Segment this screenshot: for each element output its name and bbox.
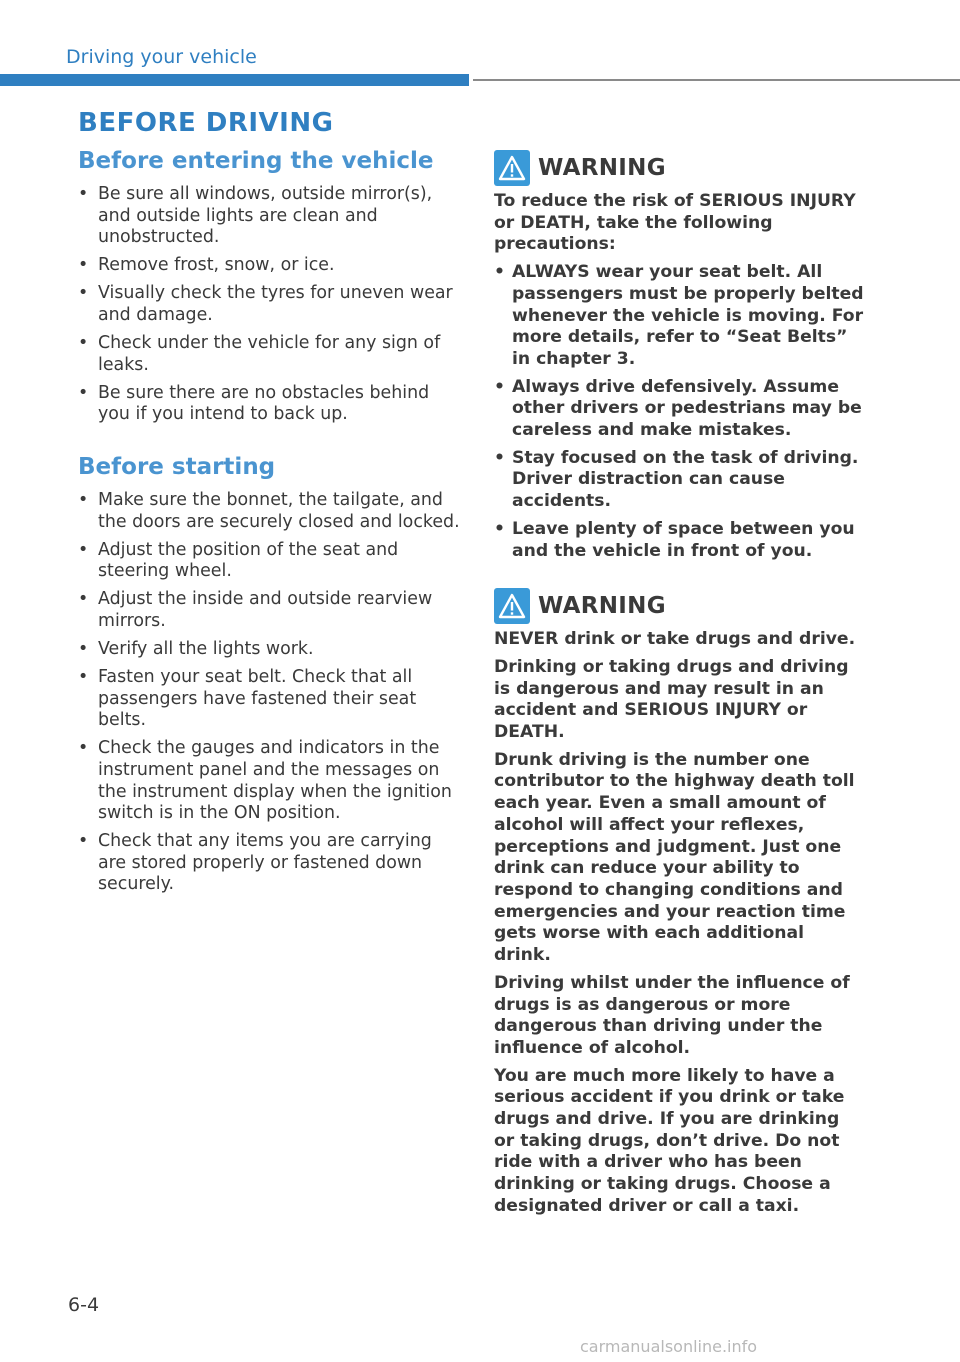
bullet: • — [78, 382, 89, 403]
bullet: • — [78, 589, 89, 610]
list-item-text: Be sure there are no obstacles behind you if you intend to back up. — [98, 382, 430, 425]
list-item — [78, 255, 460, 277]
list-item — [78, 589, 460, 632]
before-starting-list — [78, 490, 460, 896]
warning-paragraph: NEVER drink or take drugs and drive. — [494, 629, 856, 650]
list-item — [494, 377, 864, 442]
warning-header — [494, 588, 864, 624]
warning-list — [494, 262, 864, 562]
warning-paragraph: Driving whilst under the influence of drugs is as dangerous or more dangerous than driving under the influence of alcohol. — [494, 972, 850, 1058]
list-item — [78, 184, 460, 249]
warning-box-1 — [494, 150, 864, 562]
bullet: • — [494, 376, 505, 397]
bullet: • — [494, 447, 505, 468]
left-column — [78, 108, 460, 903]
bullet: • — [78, 639, 89, 659]
bullet: • — [78, 831, 89, 852]
list-item-text: Leave plenty of space between you and the vehicle in front of you. — [512, 518, 855, 561]
list-item-text: Be sure all windows, outside mirror(s), and outside lights are clean and unobstructed. — [98, 184, 433, 248]
list-item-text: Visually check the tyres for uneven wear and damage. — [98, 283, 453, 325]
list-item-text: Remove frost, snow, or ice. — [98, 255, 335, 276]
warning-header — [494, 150, 864, 186]
bullet: • — [78, 184, 89, 204]
warning-triangle-icon — [494, 588, 530, 624]
bullet: • — [494, 518, 505, 539]
subheading-before-starting: Before starting — [78, 453, 276, 480]
bullet: • — [78, 333, 89, 354]
warning-intro: To reduce the risk of SERIOUS INJURY or DEATH, take the following precautions: — [494, 191, 856, 255]
bullet: • — [78, 738, 89, 759]
warning-title: WARNING — [538, 155, 666, 181]
list-item — [494, 519, 864, 562]
subheading-before-entering: Before entering the vehicle — [78, 148, 434, 174]
list-item-text: Verify all the lights work. — [98, 639, 314, 659]
list-item-text: Stay focused on the task of driving. Driver distraction can cause accidents. — [512, 447, 859, 512]
before-entering-list — [78, 184, 460, 426]
section-title: BEFORE DRIVING — [78, 108, 334, 138]
list-item — [78, 831, 460, 896]
list-item-text: Always drive defensively. Assume other drivers or pedestrians may be careless and make mistakes. — [512, 376, 862, 441]
list-item — [78, 283, 460, 326]
list-item — [78, 667, 460, 732]
warning-triangle-icon — [494, 150, 530, 186]
warning-paragraph: Drinking or taking drugs and driving is dangerous and may result in an accident and SERIOUS INJURY or DEATH. — [494, 656, 849, 743]
list-item-text: Make sure the bonnet, the tailgate, and the doors are securely closed and locked. — [98, 489, 460, 532]
list-item — [78, 490, 460, 533]
warning-paragraph: You are much more likely to have a serious accident if you drink or take drugs and drive. If you are drinking or taking drugs, don’t drive. Do not ride with a driver who has been drinking or taking drugs. Choose a designated driver or call a taxi. — [494, 1065, 845, 1216]
list-item — [78, 383, 460, 426]
list-item — [494, 262, 864, 371]
warning-title: WARNING — [538, 593, 666, 620]
list-item — [78, 639, 460, 661]
list-item — [78, 333, 460, 376]
page-number: 6-4 — [68, 1294, 100, 1316]
watermark: carmanualsonline.info — [580, 1337, 758, 1356]
right-column — [494, 150, 864, 1224]
bullet: • — [78, 667, 89, 688]
list-item-text: Adjust the inside and outside rearview mirrors. — [98, 589, 433, 631]
list-item — [78, 540, 460, 583]
list-item — [78, 738, 460, 824]
list-item-text: Adjust the position of the seat and steering wheel. — [98, 539, 399, 582]
header-accent-bar — [0, 74, 469, 86]
bullet: • — [494, 262, 505, 283]
list-item-text: Fasten your seat belt. Check that all passengers have fastened their seat belts. — [98, 667, 417, 731]
bullet: • — [78, 539, 89, 560]
list-item — [494, 448, 864, 513]
bullet: • — [78, 255, 89, 276]
warning-box-2 — [494, 588, 864, 1217]
bullet: • — [78, 489, 89, 510]
header-title: Driving your vehicle — [66, 46, 257, 68]
list-item-text: ALWAYS wear your seat belt. All passengers must be properly belted whenever the vehicle is moving. For more details, refer to “Seat Belts” in chapter 3. — [512, 262, 864, 369]
warning-paragraph: Drunk driving is the number one contributor to the highway death toll each year. Even a small amount of alcohol will affect your reflexes, perceptions and judgment. Just one drink can reduce your ability to respond to changing conditions and emergencies and your reaction time gets worse with each additional drink. — [494, 749, 855, 966]
list-item-text: Check that any items you are carrying are stored properly or fastened down securely. — [98, 831, 432, 895]
header-rule — [473, 79, 960, 81]
list-item-text: Check the gauges and indicators in the instrument panel and the messages on the instrument display when the ignition switch is in the ON position. — [98, 738, 452, 824]
list-item-text: Check under the vehicle for any sign of leaks. — [98, 333, 441, 375]
bullet: • — [78, 283, 89, 304]
